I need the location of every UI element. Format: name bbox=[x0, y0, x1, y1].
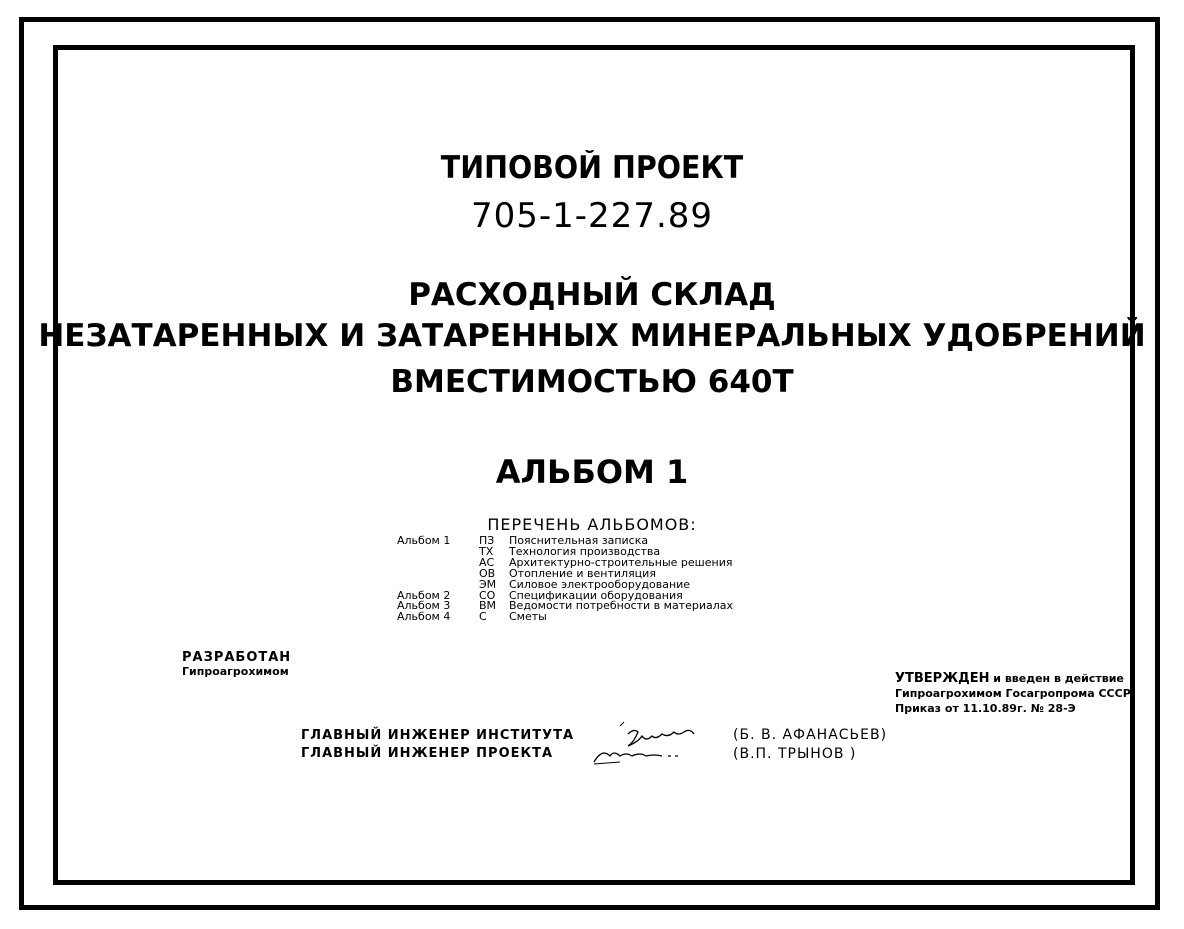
developer-label: РАЗРАБОТАН bbox=[182, 650, 292, 665]
section-code: С bbox=[479, 610, 487, 624]
album-list-heading: ПЕРЕЧЕНЬ АЛЬБОМОВ: bbox=[487, 515, 697, 534]
project-code: 705-1-227.89 bbox=[470, 196, 714, 236]
approval-label: УТВЕРЖДЕН bbox=[895, 671, 990, 686]
title-line-1: РАСХОДНЫЙ СКЛАД bbox=[408, 277, 776, 313]
album-list bbox=[397, 536, 733, 623]
developer-org: Гипроагрохимом bbox=[182, 665, 289, 678]
album-number bbox=[397, 569, 479, 580]
album-number: Альбом 1 bbox=[397, 534, 451, 547]
album-number: Альбом 3 bbox=[397, 599, 451, 613]
album-number bbox=[397, 558, 479, 569]
section-code: ПЗ bbox=[479, 534, 495, 547]
album-number: Альбом 4 bbox=[397, 610, 451, 624]
chief-engineer-project-label: ГЛАВНЫЙ ИНЖЕНЕР ПРОЕКТА bbox=[301, 746, 554, 761]
album-list-row bbox=[397, 612, 733, 623]
approval-label-rest: и введен в действие bbox=[989, 672, 1124, 685]
section-description: Технология производства bbox=[509, 544, 661, 558]
approval-order: Приказ от 11.10.89г. № 28-Э bbox=[895, 702, 1076, 715]
section-code: ОВ bbox=[479, 566, 496, 580]
section-code: ТХ bbox=[479, 544, 494, 558]
section-description: Сметы bbox=[509, 610, 547, 624]
chief-engineer-institute-label: ГЛАВНЫЙ ИНЖЕНЕР ИНСТИТУТА bbox=[301, 728, 575, 743]
section-description: Пояснительная записка bbox=[509, 534, 649, 547]
section-description: Архитектурно-строительные решения bbox=[509, 555, 733, 569]
album-number bbox=[397, 547, 479, 558]
approval-line-1 bbox=[895, 671, 1124, 686]
section-description: Ведомости потребности в материалах bbox=[509, 599, 734, 613]
handwritten-signatures bbox=[590, 712, 720, 772]
chief-engineer-institute-name: (Б. В. АФАНАСЬЕВ) bbox=[733, 727, 888, 743]
section-description: Спецификации оборудования bbox=[509, 588, 683, 602]
section-description: Силовое электрооборудование bbox=[509, 577, 691, 591]
section-code: ВМ bbox=[479, 599, 497, 613]
section-code: АС bbox=[479, 555, 495, 569]
section-description: Отопление и вентиляция bbox=[509, 566, 656, 580]
section-code: СО bbox=[479, 588, 496, 602]
project-type-label: ТИПОВОЙ ПРОЕКТ bbox=[440, 150, 744, 186]
chief-engineer-project-name: (В.П. ТРЫНОВ ) bbox=[733, 746, 857, 762]
approval-line-2: Гипроагрохимом Госагропрома СССР bbox=[895, 687, 1131, 700]
album-number: Альбом 2 bbox=[397, 588, 451, 602]
title-line-2: НЕЗАТАРЕННЫХ И ЗАТАРЕННЫХ МИНЕРАЛЬНЫХ УДОБРЕНИЙ bbox=[38, 318, 1146, 354]
album-title: АЛЬБОМ 1 bbox=[495, 453, 689, 491]
section-code: ЭМ bbox=[479, 577, 497, 591]
title-line-3: ВМЕСТИМОСТЬЮ 640Т bbox=[390, 364, 794, 400]
